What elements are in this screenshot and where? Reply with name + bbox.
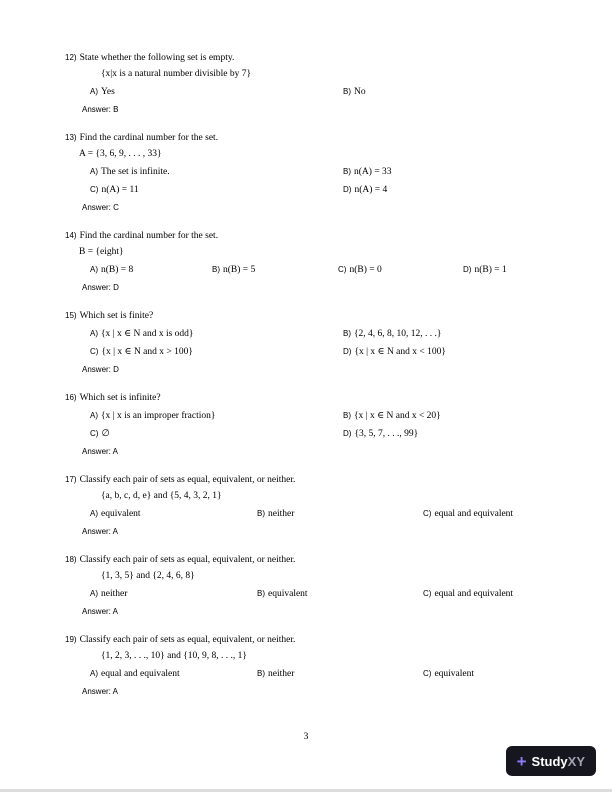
choice-label: D) xyxy=(343,347,352,356)
question-stem: Which set is infinite? xyxy=(79,393,161,403)
question-number: 13) xyxy=(65,133,77,142)
choice-label: B) xyxy=(343,167,351,176)
choice-text: ∅ xyxy=(101,429,110,439)
choices-row xyxy=(90,162,572,198)
choices-row xyxy=(90,664,572,682)
choice-label: B) xyxy=(257,509,265,518)
choices-row xyxy=(90,260,572,278)
choice xyxy=(343,180,572,198)
choice-text: equivalent xyxy=(101,509,141,519)
answer-text: Answer: C xyxy=(82,203,119,212)
choice-label: B) xyxy=(257,589,265,598)
choice-label: D) xyxy=(343,185,352,194)
choice-label: C) xyxy=(338,265,347,274)
question-number: 16) xyxy=(65,393,77,402)
question-block-17 xyxy=(65,470,572,539)
brand-badge xyxy=(506,746,596,776)
choices-row xyxy=(90,82,572,100)
choice-text: equal and equivalent xyxy=(101,669,180,679)
choice-text: {x | x is an improper fraction} xyxy=(101,411,216,421)
answer-text: Answer: D xyxy=(82,283,119,292)
choice-label: C) xyxy=(90,185,99,194)
question-stem: Classify each pair of sets as equal, equivalent, or neither. xyxy=(79,475,296,485)
choice xyxy=(423,504,572,522)
choice-text: No xyxy=(354,87,366,97)
choice-text: n(A) = 11 xyxy=(101,185,139,195)
choice-text: neither xyxy=(101,589,128,599)
plus-icon: + xyxy=(516,751,527,771)
choice xyxy=(343,162,572,180)
choice-text: equal and equivalent xyxy=(434,509,514,519)
choice-label: B) xyxy=(343,87,351,96)
choice-label: A) xyxy=(90,411,98,420)
answer-text: Answer: A xyxy=(82,687,119,696)
question-given: A = {3, 6, 9, . . . , 33} xyxy=(79,149,162,159)
question-given: {x|x is a natural number divisible by 7} xyxy=(101,69,252,79)
choice xyxy=(90,324,343,342)
question-number: 12) xyxy=(65,53,77,62)
choice-text: equivalent xyxy=(434,669,475,679)
choice-text: {3, 5, 7, . . ., 99} xyxy=(354,429,419,439)
question-number: 15) xyxy=(65,311,77,320)
choice-label: C) xyxy=(423,509,432,518)
question-stem: Classify each pair of sets as equal, equivalent, or neither. xyxy=(79,555,296,565)
choice xyxy=(90,584,257,602)
choice xyxy=(343,424,572,442)
brand-name-study: Study xyxy=(531,753,568,769)
choices-row xyxy=(90,406,572,442)
question-block-14 xyxy=(65,226,572,295)
choice-label: A) xyxy=(90,167,98,176)
choice xyxy=(90,82,343,100)
choice-label: C) xyxy=(423,589,432,598)
choice-label: A) xyxy=(90,589,98,598)
choice-label: C) xyxy=(90,347,99,356)
choice xyxy=(90,180,343,198)
choice-text: {x | x ∈ N and x is odd} xyxy=(101,329,194,339)
choice-text: n(B) = 1 xyxy=(474,265,507,275)
choice-label: A) xyxy=(90,509,98,518)
choice-text: {2, 4, 6, 8, 10, 12, . . .} xyxy=(354,329,442,339)
choice-text: {x | x ∈ N and x < 20} xyxy=(354,411,441,421)
choice-label: A) xyxy=(90,87,98,96)
question-number: 18) xyxy=(65,555,77,564)
choice xyxy=(343,324,572,342)
question-stem: State whether the following set is empty. xyxy=(79,53,235,63)
choice xyxy=(90,504,257,522)
question-stem: Which set is finite? xyxy=(79,311,154,321)
choice-text: n(B) = 8 xyxy=(101,265,134,275)
choice-text: n(A) = 4 xyxy=(354,185,388,195)
choice-text: n(B) = 0 xyxy=(349,265,382,275)
question-given: {1, 2, 3, . . ., 10} and {10, 9, 8, . . ., 1} xyxy=(101,651,247,661)
question-block-15 xyxy=(65,306,572,377)
answer-text: Answer: B xyxy=(82,105,119,114)
question-stem: Find the cardinal number for the set. xyxy=(79,231,219,241)
choice-text: equivalent xyxy=(268,589,308,599)
choice-text: neither xyxy=(268,669,295,679)
question-stem: Classify each pair of sets as equal, equivalent, or neither. xyxy=(79,635,296,645)
choice xyxy=(90,664,257,682)
question-block-12 xyxy=(65,48,572,117)
choice xyxy=(343,342,572,360)
answer-text: Answer: A xyxy=(82,607,119,616)
choice-label: D) xyxy=(343,429,352,438)
page-number: 3 xyxy=(303,732,309,742)
choice xyxy=(463,260,572,278)
choice-label: B) xyxy=(343,329,351,338)
choice xyxy=(338,260,463,278)
choice-text: Yes xyxy=(101,87,115,97)
choices-row xyxy=(90,584,572,602)
question-given: {1, 3, 5} and {2, 4, 6, 8} xyxy=(101,571,195,581)
question-given: B = {eight} xyxy=(79,247,124,257)
choice-text: neither xyxy=(268,509,295,519)
choice-label: D) xyxy=(463,265,472,274)
choice-text: equal and equivalent xyxy=(434,589,514,599)
choice xyxy=(423,664,572,682)
choice-label: A) xyxy=(90,669,98,678)
choice-text: {x | x ∈ N and x > 100} xyxy=(101,347,193,357)
question-given: {a, b, c, d, e} and {5, 4, 3, 2, 1} xyxy=(101,491,222,501)
question-number: 17) xyxy=(65,475,77,484)
choice xyxy=(90,162,343,180)
question-block-13 xyxy=(65,128,572,215)
choice xyxy=(90,342,343,360)
choice xyxy=(423,584,572,602)
choice-text: n(A) = 33 xyxy=(354,167,392,177)
choice-text: {x | x ∈ N and x < 100} xyxy=(354,347,446,357)
choice xyxy=(90,260,212,278)
choice-label: C) xyxy=(423,669,432,678)
choice xyxy=(257,664,423,682)
choice xyxy=(90,424,343,442)
question-block-19 xyxy=(65,630,572,699)
choice xyxy=(257,504,423,522)
choice xyxy=(90,406,343,424)
question-number: 14) xyxy=(65,231,77,240)
answer-text: Answer: A xyxy=(82,447,119,456)
choice-label: B) xyxy=(343,411,351,420)
choice xyxy=(257,584,423,602)
choice-text: The set is infinite. xyxy=(101,167,170,177)
choices-row xyxy=(90,504,572,522)
choice-label: B) xyxy=(257,669,265,678)
answer-text: Answer: A xyxy=(82,527,119,536)
choice-label: C) xyxy=(90,429,99,438)
choice-label: A) xyxy=(90,329,98,338)
question-block-16 xyxy=(65,388,572,459)
choice-text: n(B) = 5 xyxy=(223,265,256,275)
brand-name-xy: XY xyxy=(567,753,585,769)
choice-label: A) xyxy=(90,265,98,274)
choice xyxy=(343,82,572,100)
choices-row xyxy=(90,324,572,360)
question-block-18 xyxy=(65,550,572,619)
question-stem: Find the cardinal number for the set. xyxy=(79,133,219,143)
choice xyxy=(212,260,338,278)
question-number: 19) xyxy=(65,635,77,644)
choice xyxy=(343,406,572,424)
answer-text: Answer: D xyxy=(82,365,119,374)
choice-label: B) xyxy=(212,265,220,274)
